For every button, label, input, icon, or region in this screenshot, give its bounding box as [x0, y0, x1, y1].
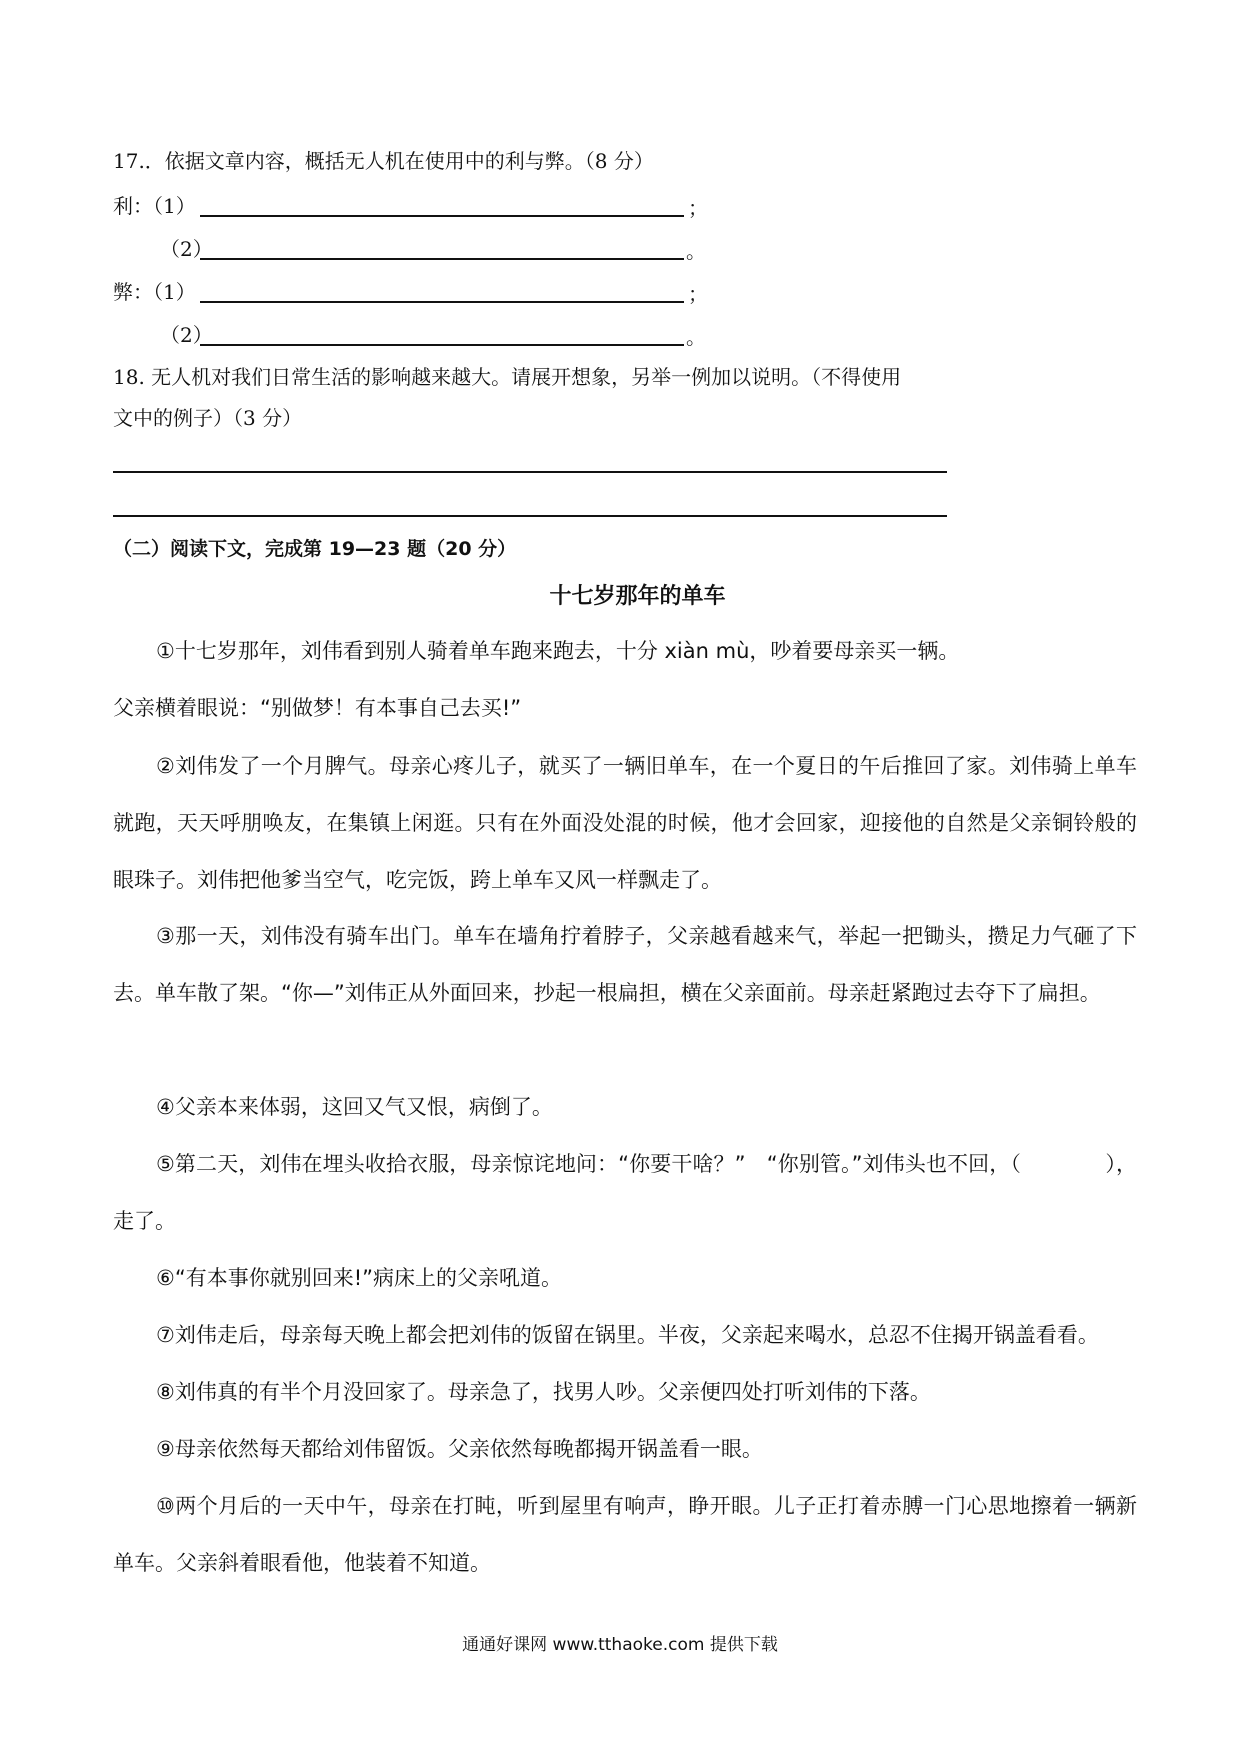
paragraph-10: ⑩两个月后的一天中午，母亲在打盹，听到屋里有响声，睁开眼。儿子正打着赤膊一门心思地擦着一辆新单车。父亲斜着眼看他，他装着不知道。	[113, 1494, 1137, 1575]
con-label-1: 弊：（1）	[113, 280, 196, 304]
page-footer: 通通好课网 www.tthaoke.com 提供下载	[462, 1635, 778, 1655]
question-17-stem: 17.．依据文章内容，概括无人机在使用中的利与弊。（8 分）	[113, 149, 654, 173]
section-heading: （二）阅读下文，完成第 19—23 题（20 分）	[113, 538, 517, 560]
pro-label-2: （2）	[160, 237, 213, 261]
paragraph-8: ⑧刘伟真的有半个月没回家了。母亲急了，找男人吵。父亲便四处打听刘伟的下落。	[156, 1380, 931, 1404]
paragraph-7: ⑦刘伟走后，母亲每天晚上都会把刘伟的饭留在锅里。半夜，父亲起来喝水，总忍不住揭开锅盖看看。	[156, 1323, 1099, 1347]
paragraph-1-dialogue: 父亲横着眼说：“别做梦！有本事自己去买!”	[113, 696, 522, 720]
pro-label-1: 利：（1）	[113, 194, 196, 218]
paragraph-9: ⑨母亲依然每天都给刘伟留饭。父亲依然每晚都揭开锅盖看一眼。	[156, 1437, 763, 1461]
paragraph-3: ③那一天，刘伟没有骑车出门。单车在墙角拧着脖子，父亲越看越来气，举起一把锄头，攒足力气砸了下去。单车散了架。“你—”刘伟正从外面回来，抄起一根扁担，横在父亲面前。母亲赶紧跑过去夺下了扁担。	[113, 924, 1137, 1005]
answer-line-con-1[interactable]	[200, 301, 684, 303]
question-18-line-2: 文中的例子）（3 分）	[113, 406, 303, 430]
period-pro-2: 。	[686, 239, 706, 263]
semicolon-con-1: ；	[688, 282, 708, 306]
con-label-2: （2）	[160, 323, 213, 347]
article-title: 十七岁那年的单车	[549, 584, 726, 609]
answer-line-con-2[interactable]	[200, 344, 684, 346]
paragraph-1: ①十七岁那年，刘伟看到别人骑着单车跑来跑去，十分 xiàn mù，吵着要母亲买一辆。	[156, 639, 960, 663]
paragraph-5: ⑤第二天，刘伟在埋头收拾衣服，母亲惊诧地问：“你要干啥？” “你别管。”刘伟头也不回，（ ），走了。	[113, 1152, 1137, 1233]
paragraph-4: ④父亲本来体弱，这回又气又恨，病倒了。	[156, 1095, 553, 1119]
period-con-2: 。	[686, 325, 706, 349]
answer-line-pro-2[interactable]	[200, 258, 684, 260]
paragraph-2: ②刘伟发了一个月脾气。母亲心疼儿子，就买了一辆旧单车，在一个夏日的午后推回了家。刘伟骑上单车就跑，天天呼朋唤友，在集镇上闲逛。只有在外面没处混的时候，他才会回家，迎接他的自然是父亲铜铃般的眼珠子。刘伟把他爹当空气，吃完饭，跨上单车又风一样飘走了。	[113, 754, 1137, 892]
paragraph-6: ⑥“有本事你就别回来!”病床上的父亲吼道。	[156, 1266, 563, 1290]
semicolon-pro-1: ；	[688, 196, 708, 220]
answer-line-18-2[interactable]	[113, 515, 947, 517]
answer-line-18-1[interactable]	[113, 471, 947, 473]
question-18-line-1: 18. 无人机对我们日常生活的影响越来越大。请展开想象，另举一例加以说明。（不得使用	[113, 365, 902, 389]
answer-line-pro-1[interactable]	[200, 215, 684, 217]
